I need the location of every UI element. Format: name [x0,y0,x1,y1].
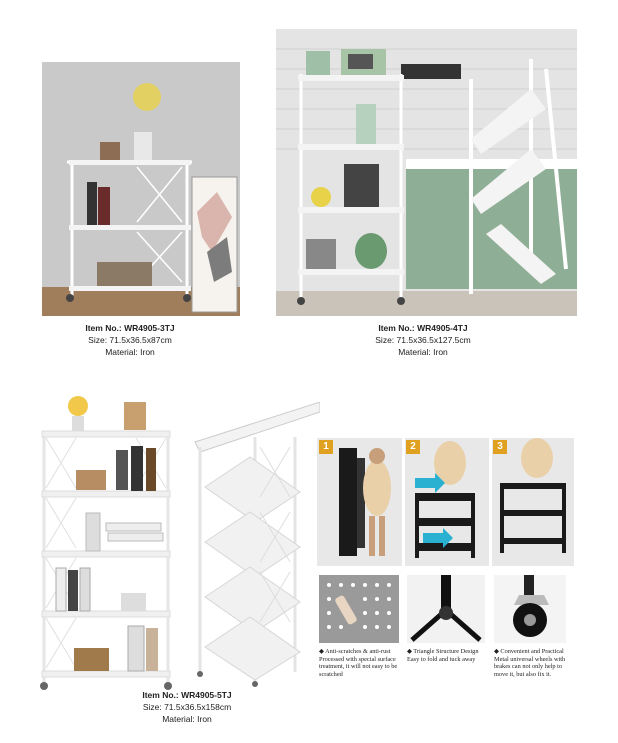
step-photo-1 [317,438,402,566]
flower-vase-icon [134,132,152,160]
step-badge-2: 2 [406,440,420,454]
mixer-icon [356,104,376,144]
picture-frame-icon [124,402,146,430]
clock-icon [76,470,106,490]
feature-wheels [494,648,574,678]
step-badge-1: 1 [319,440,333,454]
shelf-board [42,551,170,557]
product-caption-5-tier [117,689,257,725]
product-caption-3-tier [60,322,200,358]
shelf-board [298,207,404,213]
flower-vase-icon [68,396,88,416]
feature-body: Easy to fold and tuck away [407,655,476,663]
detail-photo-wheel [494,575,566,643]
shelf-3-tier-illustration [42,62,240,316]
feature-body: Metal universal wheels with brakes can not only help to move it, but also fix it. [494,655,566,678]
feature-title: ◆ Anti-scratches & anti-rust [319,648,391,655]
folding-shelf-illustration [190,402,320,688]
feature-title: ◆ Triangle Structure Design [407,648,479,655]
shelf-board [42,491,170,497]
feature-anti-scratch [319,648,403,678]
shelf-board [69,160,191,165]
item-number: Item No.: WR4905-3TJ [85,323,175,333]
shelf-board [42,611,170,617]
feature-body: Processed with special surface treatment, it will not easy to be scratched [319,655,398,678]
feature-title: ◆ Convenient and Practical [494,648,564,655]
shelf-board [69,286,191,291]
shelf-board [298,269,404,275]
product-caption-4-tier [348,322,498,358]
shelf-5-tier-illustration [36,388,176,696]
item-number: Item No.: WR4905-5TJ [142,690,232,700]
feature-triangle [407,648,489,663]
detail-photo-joint [407,575,485,643]
item-size: Size: 71.5x36.5x158cm [142,702,232,712]
step-photo-3 [492,438,574,566]
item-size: Size: 71.5x36.5x87cm [88,335,172,345]
product-photo-5-tier [36,388,176,696]
product-photo-4-tier [276,29,577,316]
picture-frame-icon [100,142,120,160]
shelf-board [298,75,404,81]
shelf-board [69,225,191,230]
product-photo-3-tier [42,62,240,316]
shelf-4-tier-illustration [276,29,577,316]
item-size: Size: 71.5x36.5x127.5cm [375,335,471,345]
product-photo-5-tier-folding [190,402,320,688]
shelf-board [298,144,404,150]
hinge-icon [439,606,453,620]
shelf-board [42,431,170,437]
step-badge-3: 3 [493,440,507,454]
item-material: Material: Iron [105,347,155,357]
item-material: Material: Iron [398,347,448,357]
item-material: Material: Iron [162,714,212,724]
item-number: Item No.: WR4905-4TJ [378,323,468,333]
step-photo-2 [405,438,489,566]
shelf-board [42,671,170,677]
detail-photo-panel [319,575,399,643]
